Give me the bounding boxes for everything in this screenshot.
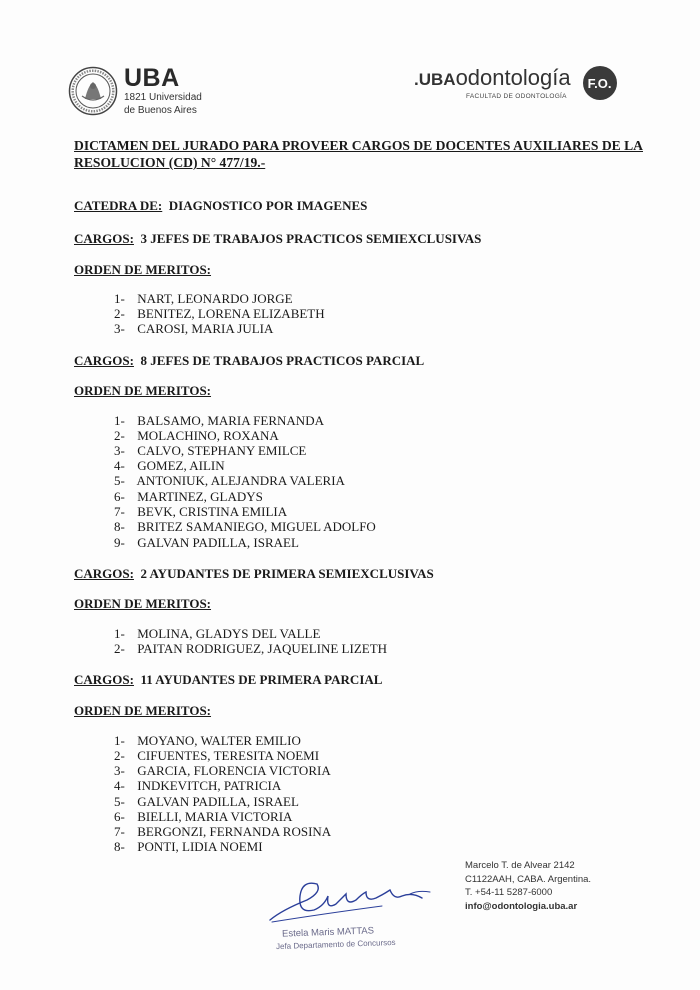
list-item: 2- CIFUENTES, TERESITA NOEMI <box>114 748 320 763</box>
cargos-value: 3 JEFES DE TRABAJOS PRACTICOS SEMIEXCLUSIVAS <box>140 231 482 246</box>
cargos-value: 11 AYUDANTES DE PRIMERA PARCIAL <box>140 672 383 687</box>
uba-seal-icon <box>68 66 118 116</box>
list-item: 1- BALSAMO, MARIA FERNANDA <box>114 413 324 428</box>
cargos-line-1 <box>74 231 481 247</box>
list-item: 5- ANTONIUK, ALEJANDRA VALERIA <box>114 473 345 488</box>
address-block <box>465 859 591 913</box>
list-item: 7- BEVK, CRISTINA EMILIA <box>114 504 288 519</box>
catedra-value: DIAGNOSTICO POR IMAGENES <box>168 198 368 213</box>
orden-label-3: ORDEN DE MERITOS: <box>74 596 212 611</box>
cargos-label: CARGOS: <box>74 566 134 581</box>
list-item: 5- GALVAN PADILLA, ISRAEL <box>114 794 299 809</box>
catedra-label: CATEDRA DE: <box>74 198 163 213</box>
email-link[interactable]: info@odontologia.uba.ar <box>465 900 578 912</box>
list-item: 8- BRITEZ SAMANIEGO, MIGUEL ADOLFO <box>114 519 376 534</box>
cargos-line-2 <box>74 353 424 369</box>
list-item: 7- BERGONZI, FERNANDA ROSINA <box>114 824 332 839</box>
list-item: 1- MOYANO, WALTER EMILIO <box>114 733 301 748</box>
list-item: 2- MOLACHINO, ROXANA <box>114 428 279 443</box>
signer-role: Jefa Departamento de Concursos <box>275 937 396 952</box>
catedra-line <box>74 198 367 214</box>
address-line2: C1122AAH, CABA. Argentina. <box>465 873 592 885</box>
list-item: 6- BIELLI, MARIA VICTORIA <box>114 809 293 824</box>
phone: T. +54-11 5287-6000 <box>465 887 553 898</box>
list-item: 9- GALVAN PADILLA, ISRAEL <box>114 535 299 550</box>
list-item: 3- CAROSI, MARIA JULIA <box>114 321 274 336</box>
uba-line2: de Buenos Aires <box>124 105 197 116</box>
odo-prefix: .UBA <box>414 70 456 89</box>
odontologia-logo <box>414 66 617 100</box>
list-item: 8- PONTI, LIDIA NOEMI <box>114 839 263 854</box>
cargos-value: 2 AYUDANTES DE PRIMERA SEMIEXCLUSIVAS <box>140 566 434 581</box>
orden-label-2: ORDEN DE MERITOS: <box>74 383 212 398</box>
list-item: 3- CALVO, STEPHANY EMILCE <box>114 443 307 458</box>
uba-logo <box>68 66 202 116</box>
list-item: 2- BENITEZ, LORENA ELIZABETH <box>114 306 325 321</box>
cargos-label: CARGOS: <box>74 231 134 246</box>
signer-name: Estela Maris MATTAS <box>281 925 375 940</box>
uba-line1: 1821 Universidad <box>124 92 202 103</box>
cargos-line-3 <box>74 566 434 582</box>
odo-word: odontología <box>455 65 571 90</box>
fo-badge: F.O. <box>583 66 617 100</box>
uba-name: UBA <box>124 64 180 92</box>
odo-subtitle: FACULTAD DE ODONTOLOGÍA <box>466 93 567 100</box>
cargos-label: CARGOS: <box>74 672 134 687</box>
cargos-label: CARGOS: <box>74 353 134 368</box>
orden-label-4: ORDEN DE MERITOS: <box>74 703 212 718</box>
document-title: DICTAMEN DEL JURADO PARA PROVEER CARGOS DE DOCENTES AUXILIARES DE LA RESOLUCION (CD) N° 477/19.- <box>74 138 643 170</box>
cargos-line-4 <box>74 672 382 688</box>
list-item: 1- NART, LEONARDO JORGE <box>114 291 293 306</box>
list-item: 2- PAITAN RODRIGUEZ, JAQUELINE LIZETH <box>114 641 388 656</box>
list-item: 4- INDKEVITCH, PATRICIA <box>114 778 282 793</box>
orden-label-1: ORDEN DE MERITOS: <box>74 262 212 277</box>
list-item: 3- GARCIA, FLORENCIA VICTORIA <box>114 763 331 778</box>
list-item: 6- MARTINEZ, GLADYS <box>114 489 263 504</box>
list-item: 1- MOLINA, GLADYS DEL VALLE <box>114 626 321 641</box>
address-line1: Marcelo T. de Alvear 2142 <box>465 860 575 871</box>
signature-icon <box>262 870 442 930</box>
cargos-value: 8 JEFES DE TRABAJOS PRACTICOS PARCIAL <box>140 353 425 368</box>
list-item: 4- GOMEZ, AILIN <box>114 458 225 473</box>
